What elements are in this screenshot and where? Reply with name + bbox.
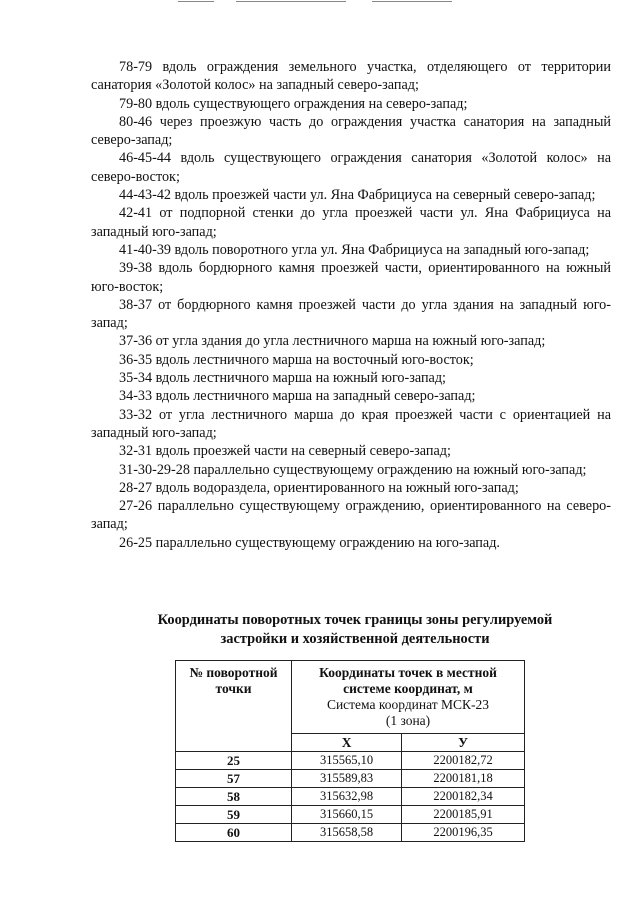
paragraph: 44-43-42 вдоль проезжей части ул. Яна Фабрициуса на северный северо-запад; bbox=[119, 187, 596, 204]
table-heading bbox=[120, 611, 590, 649]
paragraph: 31-30-29-28 параллельно существующему ограждению на южный юго-запад; bbox=[119, 461, 587, 478]
top-rule bbox=[372, 1, 452, 2]
point-number-header bbox=[176, 661, 292, 752]
header-line: Координаты точек в местной bbox=[319, 665, 497, 680]
top-rule bbox=[236, 1, 346, 2]
point-number: 58 bbox=[176, 788, 292, 806]
paragraph: 33-32 от угла лестничного марша до края проезжей части с ориентацией на западный юго-запад; bbox=[91, 406, 611, 441]
paragraph: 80-46 через проезжую часть до ограждения участка санатория на западный северо-запад; bbox=[91, 113, 611, 149]
paragraph: 39-38 вдоль бордюрного камня проезжей части, ориентированного на южный юго-восток; bbox=[91, 260, 611, 295]
y-value: 2200196,35 bbox=[402, 824, 525, 842]
table-row bbox=[176, 824, 525, 842]
paragraph: 78-79 вдоль ограждения земельного участка, отделяющего от территории санатория «Золотой колос» на западный северо-запад; bbox=[91, 59, 611, 94]
table-row bbox=[176, 752, 525, 770]
paragraph: 27-26 параллельно существующему ограждению, ориентированного на северо-запад; bbox=[91, 498, 611, 533]
coordinates-header bbox=[292, 661, 525, 734]
y-value: 2200182,34 bbox=[402, 788, 525, 806]
header-line: № поворотной bbox=[189, 665, 278, 680]
paragraph: 34-33 вдоль лестничного марша на западный северо-запад; bbox=[119, 388, 476, 405]
table-row bbox=[176, 770, 525, 788]
table-row bbox=[176, 788, 525, 806]
y-header: У bbox=[402, 734, 525, 752]
paragraph: 41-40-39 вдоль поворотного угла ул. Яна Фабрициуса на западный юго-запад; bbox=[119, 241, 590, 258]
point-number: 57 bbox=[176, 770, 292, 788]
paragraph: 32-31 вдоль проезжей части на северный северо-запад; bbox=[119, 443, 451, 460]
paragraph: 42-41 от подпорной стенки до угла проезжей части ул. Яна Фабрициуса на западный юго-запад; bbox=[91, 205, 611, 240]
point-number: 60 bbox=[176, 824, 292, 842]
boundary-description bbox=[91, 58, 611, 552]
coordinates-table bbox=[175, 660, 525, 842]
x-value: 315589,83 bbox=[292, 770, 402, 788]
paragraph: 46-45-44 вдоль существующего ограждения санатория «Золотой колос» на северо-восток; bbox=[91, 150, 611, 185]
point-number: 25 bbox=[176, 752, 292, 770]
paragraph: 36-35 вдоль лестничного марша на восточный юго-восток; bbox=[119, 351, 474, 368]
x-header: Х bbox=[292, 734, 402, 752]
paragraph: 28-27 вдоль водораздела, ориентированного на южный юго-запад; bbox=[119, 479, 519, 496]
point-number: 59 bbox=[176, 806, 292, 824]
top-rule bbox=[178, 1, 214, 2]
y-value: 2200182,72 bbox=[402, 752, 525, 770]
heading-line: застройки и хозяйственной деятельности bbox=[220, 631, 490, 647]
paragraph: 26-25 параллельно существующему ограждению на юго-запад. bbox=[119, 534, 500, 551]
y-value: 2200181,18 bbox=[402, 770, 525, 788]
x-value: 315658,58 bbox=[292, 824, 402, 842]
paragraph: 79-80 вдоль существующего ограждения на северо-запад; bbox=[119, 95, 468, 112]
x-value: 315632,98 bbox=[292, 788, 402, 806]
x-value: 315660,15 bbox=[292, 806, 402, 824]
header-line: (1 зона) bbox=[385, 713, 431, 728]
x-value: 315565,10 bbox=[292, 752, 402, 770]
paragraph: 35-34 вдоль лестничного марша на южный юго-запад; bbox=[119, 370, 446, 387]
header-line: Система координат МСК-23 bbox=[326, 697, 490, 712]
paragraph: 38-37 от бордюрного камня проезжей части до угла здания на западный юго-запад; bbox=[91, 296, 611, 332]
header-line: точки bbox=[215, 681, 252, 696]
heading-line: Координаты поворотных точек границы зоны регулируемой bbox=[157, 612, 553, 628]
table-row bbox=[176, 806, 525, 824]
header-line: системе координат, м bbox=[343, 681, 473, 696]
paragraph: 37-36 от угла здания до угла лестничного марша на южный юго-запад; bbox=[119, 333, 546, 350]
y-value: 2200185,91 bbox=[402, 806, 525, 824]
